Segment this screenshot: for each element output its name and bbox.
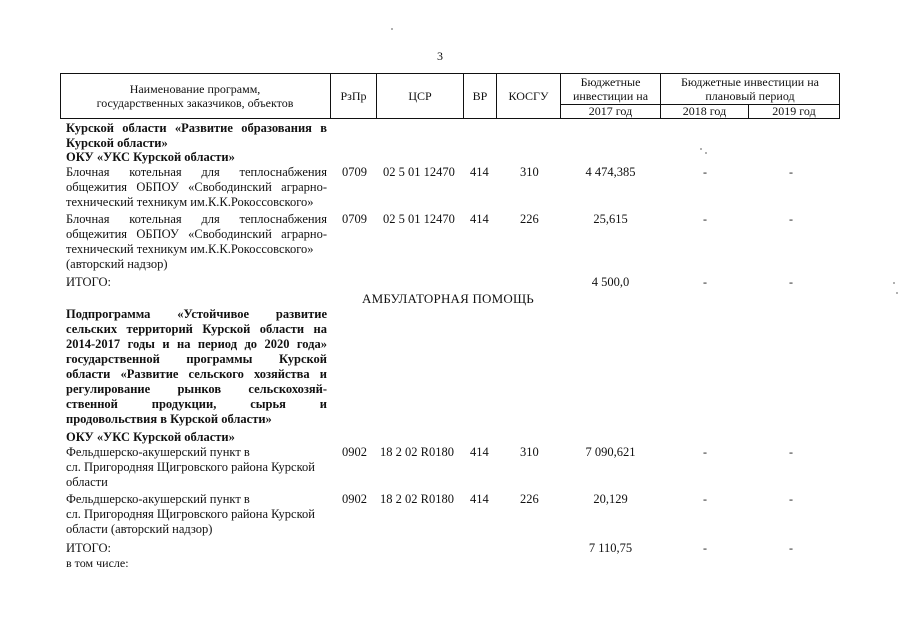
subprogram-title-line: продовольствия в Курской области»: [66, 412, 272, 426]
rzpr-cell: 0709: [342, 212, 367, 226]
header-bottom-border: [60, 118, 840, 119]
including-label: в том числе:: [66, 556, 129, 570]
kosgu-cell: 310: [520, 445, 539, 459]
header-rzpr: РзПр: [340, 89, 367, 103]
total-label: ИТОГО:: [66, 275, 111, 289]
object-name-line: общежития ОБПОУ «Свободинский аграрно-: [66, 227, 327, 241]
object-name-line: Фельдшерско-акушерский пункт в: [66, 445, 250, 459]
object-name-line: (авторский надзор): [66, 257, 168, 271]
header-top-border: [60, 73, 840, 74]
amount-cell: 25,615: [593, 212, 628, 226]
header-planned-period: Бюджетные инвестиции на плановый период: [681, 75, 819, 103]
header-budget-year: 2017 год: [588, 104, 633, 118]
customer-label: ОКУ «УКС Курской области»: [66, 150, 235, 164]
subprogram-title-line: ственной продукции, сырья и: [66, 397, 327, 411]
amount-cell: 4 474,385: [585, 165, 636, 179]
vr-cell: 414: [470, 492, 489, 506]
kosgu-cell: 310: [520, 165, 539, 179]
amount-cell: 7 090,621: [585, 445, 636, 459]
total-amount: 4 500,0: [591, 275, 630, 289]
header-year-2018: 2018 год: [682, 104, 727, 118]
object-name-line: сл. Пригородняя Щигровского района Курской: [66, 507, 315, 521]
object-name-line: технический техникум им.К.К.Рокоссовского»: [66, 195, 314, 209]
csr-cell: 18 2 02 R0180: [380, 492, 454, 506]
section-title: АМБУЛАТОРНАЯ ПОМОЩЬ: [362, 291, 534, 306]
year-2018-cell: -: [703, 165, 707, 179]
object-name-line: области: [66, 475, 108, 489]
rzpr-cell: 0902: [342, 492, 367, 506]
year-2018-cell: -: [703, 445, 707, 459]
csr-cell: 02 5 01 12470: [383, 165, 455, 179]
object-name-line: общежития ОБПОУ «Свободинский аграрно-: [66, 180, 327, 194]
subprogram-title-line: регулирование рынков сельскохозяй-: [66, 382, 327, 396]
program-title-line: Курской области «Развитие образования в: [66, 121, 327, 135]
year-2019-cell: -: [789, 212, 793, 226]
header-vr: ВР: [472, 89, 488, 103]
subprogram-title-line: сельских территорий Курской области на: [66, 322, 327, 336]
vr-cell: 414: [470, 165, 489, 179]
subprogram-title-line: 2014-2017 годы и на период до 2020 года»: [66, 337, 327, 351]
amount-cell: 20,129: [593, 492, 628, 506]
year-2019-cell: -: [789, 445, 793, 459]
csr-cell: 02 5 01 12470: [383, 212, 455, 226]
year-2019-cell: -: [789, 492, 793, 506]
subprogram-title-line: государственной программы Курской: [66, 352, 327, 366]
header-kosgu: КОСГУ: [508, 89, 549, 103]
kosgu-cell: 226: [520, 212, 539, 226]
object-name-line: сл. Пригородняя Щигровского района Курской: [66, 460, 315, 474]
vr-cell: 414: [470, 212, 489, 226]
header-csr: ЦСР: [408, 89, 432, 103]
object-name-line: Фельдшерско-акушерский пункт в: [66, 492, 250, 506]
subprogram-title-line: области «Развитие сельского хозяйства и: [66, 367, 327, 381]
total-amount: 7 110,75: [588, 541, 633, 555]
total-2018: -: [703, 275, 707, 289]
total-2019: -: [789, 275, 793, 289]
object-name-line: Блочная котельная для теплоснабжения: [66, 165, 327, 179]
year-2019-cell: -: [789, 165, 793, 179]
object-name-line: Блочная котельная для теплоснабжения: [66, 212, 327, 226]
year-2018-cell: -: [703, 492, 707, 506]
vr-cell: 414: [470, 445, 489, 459]
rzpr-cell: 0902: [342, 445, 367, 459]
total-2018: -: [703, 541, 707, 555]
kosgu-cell: 226: [520, 492, 539, 506]
total-2019: -: [789, 541, 793, 555]
csr-cell: 18 2 02 R0180: [380, 445, 454, 459]
header-budget-column: Бюджетные инвестиции на: [572, 75, 649, 103]
object-name-line: технический техникум им.К.К.Рокоссовского»: [66, 242, 314, 256]
year-2018-cell: -: [703, 212, 707, 226]
header-name-column: Наименование программ, государственных заказчиков, объектов: [96, 82, 294, 110]
subprogram-title-line: Подпрограмма «Устойчивое развитие: [66, 307, 327, 321]
object-name-line: области (авторский надзор): [66, 522, 213, 536]
total-label: ИТОГО:: [66, 541, 111, 555]
page-number: 3: [437, 49, 443, 63]
rzpr-cell: 0709: [342, 165, 367, 179]
header-year-2019: 2019 год: [772, 104, 816, 118]
customer-label: ОКУ «УКС Курской области»: [66, 430, 235, 444]
program-title-line: Курской области»: [66, 136, 168, 150]
